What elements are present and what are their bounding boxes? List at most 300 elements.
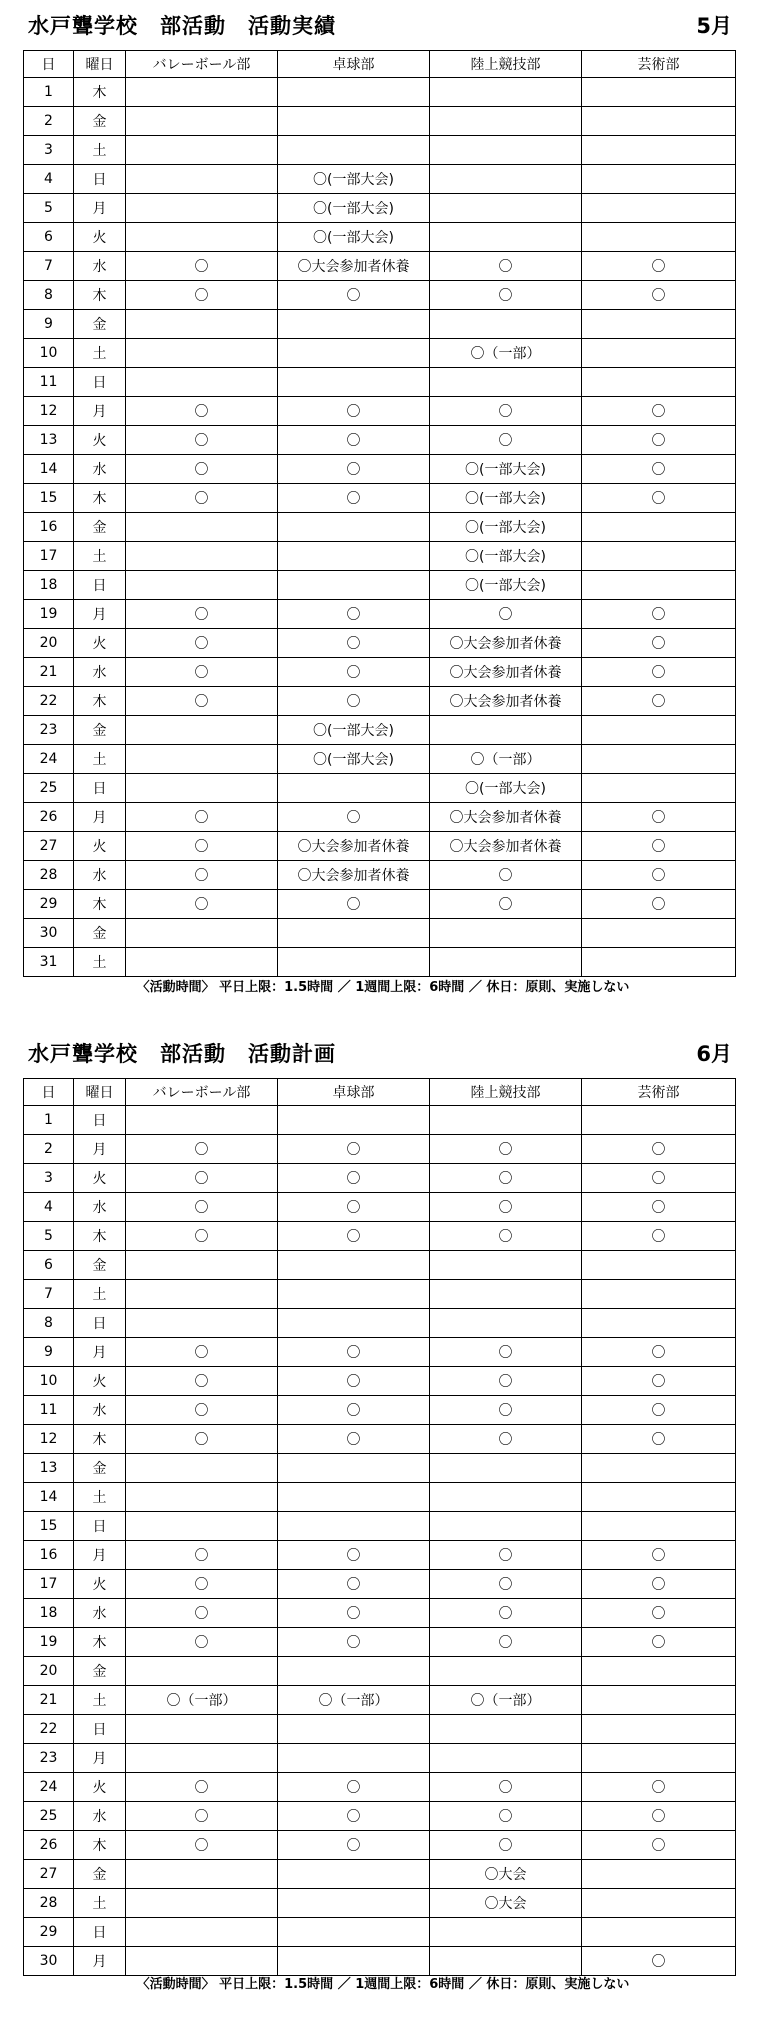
table-tennis-cell	[278, 1947, 430, 1976]
table-row	[24, 223, 736, 252]
volleyball-cell: 〇	[126, 397, 278, 426]
track-field-cell: 〇	[430, 1367, 582, 1396]
table-row	[24, 78, 736, 107]
table-row	[24, 948, 736, 977]
table-tennis-cell	[278, 513, 430, 542]
volleyball-cell	[126, 1947, 278, 1976]
table-tennis-cell: 〇(一部大会)	[278, 716, 430, 745]
track-field-cell: 〇	[430, 600, 582, 629]
weekday-cell: 火	[74, 1164, 126, 1193]
day-cell: 17	[24, 1570, 74, 1599]
art-cell	[582, 107, 736, 136]
weekday-cell: 土	[74, 1889, 126, 1918]
day-cell: 1	[24, 78, 74, 107]
day-cell: 9	[24, 1338, 74, 1367]
track-field-cell	[430, 1309, 582, 1338]
table-row	[24, 1686, 736, 1715]
table-tennis-cell	[278, 1744, 430, 1773]
day-cell: 11	[24, 1396, 74, 1425]
volleyball-cell	[126, 136, 278, 165]
table-row	[24, 513, 736, 542]
volleyball-cell: 〇	[126, 1164, 278, 1193]
table-tennis-cell: 〇	[278, 1541, 430, 1570]
weekday-cell: 月	[74, 1338, 126, 1367]
table-tennis-cell: 〇	[278, 1164, 430, 1193]
weekday-cell: 月	[74, 803, 126, 832]
art-cell	[582, 542, 736, 571]
weekday-cell: 月	[74, 1135, 126, 1164]
june-title-row	[0, 1028, 766, 1068]
table-row	[24, 339, 736, 368]
track-field-cell: 〇(一部大会)	[430, 542, 582, 571]
track-field-cell: 〇	[430, 861, 582, 890]
table-row	[24, 1396, 736, 1425]
weekday-cell: 日	[74, 1309, 126, 1338]
day-cell: 23	[24, 1744, 74, 1773]
track-field-cell: 〇大会参加者休養	[430, 832, 582, 861]
table-tennis-cell: 〇	[278, 1338, 430, 1367]
table-row	[24, 1570, 736, 1599]
table-tennis-cell	[278, 1483, 430, 1512]
weekday-cell: 土	[74, 1483, 126, 1512]
volleyball-cell	[126, 1483, 278, 1512]
art-cell	[582, 223, 736, 252]
track-field-cell: 〇	[430, 1338, 582, 1367]
day-cell: 13	[24, 1454, 74, 1483]
volleyball-cell	[126, 1715, 278, 1744]
table-row	[24, 252, 736, 281]
weekday-cell: 火	[74, 832, 126, 861]
volleyball-cell: 〇	[126, 1773, 278, 1802]
june-section	[0, 1028, 766, 1992]
table-row	[24, 1831, 736, 1860]
table-row	[24, 1947, 736, 1976]
weekday-cell: 日	[74, 1106, 126, 1135]
art-cell: 〇	[582, 1831, 736, 1860]
volleyball-cell: 〇	[126, 658, 278, 687]
volleyball-cell: 〇	[126, 455, 278, 484]
table-row	[24, 716, 736, 745]
day-cell: 7	[24, 252, 74, 281]
weekday-cell: 日	[74, 1512, 126, 1541]
volleyball-cell	[126, 194, 278, 223]
art-cell: 〇	[582, 1802, 736, 1831]
table-row	[24, 1135, 736, 1164]
art-cell: 〇	[582, 1773, 736, 1802]
day-cell: 1	[24, 1106, 74, 1135]
track-field-cell	[430, 1918, 582, 1947]
table-row	[24, 281, 736, 310]
table-row	[24, 136, 736, 165]
table-tennis-cell	[278, 310, 430, 339]
track-field-cell	[430, 1657, 582, 1686]
weekday-cell: 月	[74, 194, 126, 223]
weekday-cell: 日	[74, 1918, 126, 1947]
day-cell: 11	[24, 368, 74, 397]
day-cell: 10	[24, 1367, 74, 1396]
weekday-cell: 水	[74, 1193, 126, 1222]
art-cell	[582, 745, 736, 774]
day-cell: 25	[24, 774, 74, 803]
volleyball-cell	[126, 919, 278, 948]
volleyball-cell: 〇	[126, 803, 278, 832]
day-cell: 12	[24, 1425, 74, 1454]
track-field-cell: 〇	[430, 1599, 582, 1628]
track-field-cell: 〇	[430, 1541, 582, 1570]
art-cell	[582, 194, 736, 223]
table-row	[24, 194, 736, 223]
volleyball-cell	[126, 513, 278, 542]
volleyball-cell	[126, 1918, 278, 1947]
art-cell	[582, 1106, 736, 1135]
table-tennis-cell: 〇(一部大会)	[278, 223, 430, 252]
table-tennis-cell	[278, 774, 430, 803]
art-cell: 〇	[582, 1396, 736, 1425]
table-row	[24, 1628, 736, 1657]
table-tennis-cell	[278, 1715, 430, 1744]
table-row	[24, 1541, 736, 1570]
volleyball-cell	[126, 1309, 278, 1338]
table-tennis-cell: 〇(一部大会)	[278, 165, 430, 194]
volleyball-cell: 〇	[126, 1541, 278, 1570]
day-cell: 17	[24, 542, 74, 571]
art-cell: 〇	[582, 1338, 736, 1367]
table-tennis-cell	[278, 948, 430, 977]
table-tennis-cell: 〇	[278, 1396, 430, 1425]
volleyball-cell: 〇	[126, 1222, 278, 1251]
day-cell: 27	[24, 1860, 74, 1889]
table-row	[24, 1309, 736, 1338]
may-title-row	[0, 0, 766, 40]
art-cell	[582, 1483, 736, 1512]
volleyball-cell: 〇	[126, 252, 278, 281]
day-cell: 4	[24, 1193, 74, 1222]
weekday-cell: 木	[74, 890, 126, 919]
volleyball-cell	[126, 223, 278, 252]
table-tennis-cell	[278, 1251, 430, 1280]
weekday-cell: 木	[74, 1425, 126, 1454]
art-cell	[582, 1860, 736, 1889]
weekday-cell: 金	[74, 1454, 126, 1483]
table-row	[24, 1802, 736, 1831]
track-field-cell: 〇	[430, 1222, 582, 1251]
track-field-cell: 〇(一部大会)	[430, 513, 582, 542]
day-cell: 13	[24, 426, 74, 455]
table-row	[24, 890, 736, 919]
header-art: 芸術部	[582, 51, 736, 78]
table-row	[24, 542, 736, 571]
table-tennis-cell	[278, 1860, 430, 1889]
day-cell: 21	[24, 1686, 74, 1715]
table-tennis-cell: 〇	[278, 426, 430, 455]
volleyball-cell	[126, 1889, 278, 1918]
weekday-cell: 金	[74, 1657, 126, 1686]
day-cell: 15	[24, 484, 74, 513]
table-row	[24, 1164, 736, 1193]
weekday-cell: 日	[74, 165, 126, 194]
table-row	[24, 745, 736, 774]
volleyball-cell: 〇	[126, 1425, 278, 1454]
track-field-cell	[430, 368, 582, 397]
table-tennis-cell: 〇(一部大会)	[278, 745, 430, 774]
table-tennis-cell: 〇	[278, 397, 430, 426]
track-field-cell	[430, 1251, 582, 1280]
table-row	[24, 1773, 736, 1802]
table-tennis-cell	[278, 1106, 430, 1135]
table-row	[24, 571, 736, 600]
table-row	[24, 1222, 736, 1251]
art-cell: 〇	[582, 658, 736, 687]
day-cell: 6	[24, 1251, 74, 1280]
art-cell	[582, 1918, 736, 1947]
art-cell: 〇	[582, 1947, 736, 1976]
art-cell: 〇	[582, 1541, 736, 1570]
day-cell: 18	[24, 1599, 74, 1628]
day-cell: 19	[24, 1628, 74, 1657]
track-field-cell: 〇	[430, 252, 582, 281]
table-header-row	[24, 1079, 736, 1106]
table-tennis-cell: 〇	[278, 455, 430, 484]
table-tennis-cell	[278, 1512, 430, 1541]
day-cell: 24	[24, 1773, 74, 1802]
table-tennis-cell	[278, 542, 430, 571]
art-cell	[582, 1251, 736, 1280]
track-field-cell: 〇	[430, 890, 582, 919]
track-field-cell: 〇(一部大会)	[430, 774, 582, 803]
table-tennis-cell	[278, 368, 430, 397]
table-tennis-cell	[278, 107, 430, 136]
table-row	[24, 1744, 736, 1773]
art-cell	[582, 339, 736, 368]
header-volleyball: バレーボール部	[126, 1079, 278, 1106]
track-field-cell: 〇	[430, 1396, 582, 1425]
weekday-cell: 水	[74, 455, 126, 484]
volleyball-cell	[126, 165, 278, 194]
track-field-cell: 〇	[430, 1425, 582, 1454]
table-row	[24, 1512, 736, 1541]
table-row	[24, 1889, 736, 1918]
table-tennis-cell: 〇	[278, 600, 430, 629]
track-field-cell: 〇大会	[430, 1889, 582, 1918]
weekday-cell: 金	[74, 716, 126, 745]
may-table-body	[24, 78, 736, 977]
table-row	[24, 629, 736, 658]
weekday-cell: 火	[74, 629, 126, 658]
art-cell	[582, 513, 736, 542]
day-cell: 2	[24, 107, 74, 136]
table-tennis-cell: 〇大会参加者休養	[278, 252, 430, 281]
track-field-cell: 〇大会	[430, 1860, 582, 1889]
day-cell: 19	[24, 600, 74, 629]
day-cell: 16	[24, 1541, 74, 1570]
day-cell: 4	[24, 165, 74, 194]
weekday-cell: 木	[74, 1628, 126, 1657]
table-tennis-cell	[278, 1889, 430, 1918]
weekday-cell: 金	[74, 513, 126, 542]
weekday-cell: 火	[74, 1367, 126, 1396]
weekday-cell: 月	[74, 1541, 126, 1570]
table-tennis-cell: 〇	[278, 890, 430, 919]
art-cell: 〇	[582, 600, 736, 629]
art-cell	[582, 919, 736, 948]
track-field-cell	[430, 194, 582, 223]
table-tennis-cell	[278, 571, 430, 600]
table-tennis-cell: 〇	[278, 484, 430, 513]
may-section	[0, 0, 766, 995]
weekday-cell: 土	[74, 1280, 126, 1309]
art-cell: 〇	[582, 861, 736, 890]
table-row	[24, 455, 736, 484]
header-day: 日	[24, 1079, 74, 1106]
volleyball-cell	[126, 310, 278, 339]
weekday-cell: 金	[74, 310, 126, 339]
volleyball-cell	[126, 571, 278, 600]
track-field-cell	[430, 1947, 582, 1976]
day-cell: 28	[24, 861, 74, 890]
volleyball-cell: 〇	[126, 426, 278, 455]
track-field-cell	[430, 165, 582, 194]
track-field-cell: 〇	[430, 426, 582, 455]
table-tennis-cell	[278, 339, 430, 368]
volleyball-cell	[126, 1280, 278, 1309]
table-row	[24, 1425, 736, 1454]
volleyball-cell	[126, 1860, 278, 1889]
art-cell: 〇	[582, 687, 736, 716]
day-cell: 22	[24, 687, 74, 716]
track-field-cell	[430, 919, 582, 948]
table-header-row	[24, 51, 736, 78]
table-tennis-cell: 〇(一部大会)	[278, 194, 430, 223]
weekday-cell: 木	[74, 281, 126, 310]
header-track-field: 陸上競技部	[430, 1079, 582, 1106]
table-row	[24, 1483, 736, 1512]
weekday-cell: 土	[74, 1686, 126, 1715]
volleyball-cell	[126, 745, 278, 774]
header-day: 日	[24, 51, 74, 78]
table-row	[24, 368, 736, 397]
day-cell: 18	[24, 571, 74, 600]
volleyball-cell	[126, 107, 278, 136]
art-cell: 〇	[582, 1367, 736, 1396]
art-cell: 〇	[582, 1135, 736, 1164]
art-cell: 〇	[582, 426, 736, 455]
day-cell: 7	[24, 1280, 74, 1309]
month-label: 5月	[696, 14, 732, 38]
weekday-cell: 水	[74, 1599, 126, 1628]
table-tennis-cell: 〇	[278, 1222, 430, 1251]
track-field-cell: 〇(一部大会)	[430, 455, 582, 484]
art-cell: 〇	[582, 1222, 736, 1251]
art-cell: 〇	[582, 803, 736, 832]
table-row	[24, 600, 736, 629]
track-field-cell: 〇（一部）	[430, 339, 582, 368]
table-tennis-cell: 〇	[278, 281, 430, 310]
track-field-cell: 〇	[430, 1802, 582, 1831]
volleyball-cell	[126, 1251, 278, 1280]
table-tennis-cell	[278, 919, 430, 948]
weekday-cell: 金	[74, 1251, 126, 1280]
weekday-cell: 水	[74, 658, 126, 687]
weekday-cell: 土	[74, 339, 126, 368]
art-cell	[582, 1889, 736, 1918]
table-row	[24, 165, 736, 194]
art-cell: 〇	[582, 281, 736, 310]
track-field-cell: 〇（一部）	[430, 745, 582, 774]
table-row	[24, 1193, 736, 1222]
weekday-cell: 土	[74, 948, 126, 977]
header-track-field: 陸上競技部	[430, 51, 582, 78]
volleyball-cell: 〇	[126, 1802, 278, 1831]
track-field-cell	[430, 223, 582, 252]
art-cell	[582, 165, 736, 194]
track-field-cell	[430, 1744, 582, 1773]
track-field-cell: 〇（一部）	[430, 1686, 582, 1715]
volleyball-cell: 〇	[126, 1628, 278, 1657]
table-row	[24, 803, 736, 832]
track-field-cell: 〇大会参加者休養	[430, 687, 582, 716]
art-cell: 〇	[582, 1599, 736, 1628]
volleyball-cell: 〇（一部）	[126, 1686, 278, 1715]
day-cell: 20	[24, 1657, 74, 1686]
volleyball-cell: 〇	[126, 1338, 278, 1367]
table-row	[24, 861, 736, 890]
month-label: 6月	[696, 1042, 732, 1066]
weekday-cell: 日	[74, 368, 126, 397]
day-cell: 5	[24, 194, 74, 223]
volleyball-cell: 〇	[126, 1367, 278, 1396]
weekday-cell: 金	[74, 1860, 126, 1889]
volleyball-cell	[126, 1744, 278, 1773]
volleyball-cell: 〇	[126, 1570, 278, 1599]
table-tennis-cell: 〇	[278, 1570, 430, 1599]
table-tennis-cell	[278, 1918, 430, 1947]
art-cell	[582, 78, 736, 107]
may-activity-table	[23, 50, 736, 977]
day-cell: 25	[24, 1802, 74, 1831]
volleyball-cell	[126, 774, 278, 803]
activity-time-note: 〈活動時間〉 平日上限：1.5時間 ／ 1週間上限：6時間 ／ 休日：原則、実施しない	[136, 980, 630, 995]
weekday-cell: 金	[74, 919, 126, 948]
art-cell: 〇	[582, 252, 736, 281]
volleyball-cell	[126, 948, 278, 977]
weekday-cell: 月	[74, 1947, 126, 1976]
weekday-cell: 日	[74, 774, 126, 803]
art-cell: 〇	[582, 1425, 736, 1454]
day-cell: 26	[24, 803, 74, 832]
art-cell	[582, 136, 736, 165]
table-tennis-cell	[278, 1657, 430, 1686]
table-tennis-cell: 〇	[278, 1425, 430, 1454]
weekday-cell: 月	[74, 1744, 126, 1773]
volleyball-cell	[126, 1657, 278, 1686]
track-field-cell: 〇大会参加者休養	[430, 629, 582, 658]
day-cell: 23	[24, 716, 74, 745]
weekday-cell: 木	[74, 78, 126, 107]
track-field-cell	[430, 1454, 582, 1483]
volleyball-cell: 〇	[126, 281, 278, 310]
art-cell: 〇	[582, 890, 736, 919]
art-cell	[582, 1280, 736, 1309]
table-tennis-cell: 〇大会参加者休養	[278, 832, 430, 861]
table-tennis-cell: 〇	[278, 1831, 430, 1860]
table-tennis-cell: 〇	[278, 1628, 430, 1657]
volleyball-cell: 〇	[126, 861, 278, 890]
table-tennis-cell	[278, 1280, 430, 1309]
day-cell: 5	[24, 1222, 74, 1251]
volleyball-cell: 〇	[126, 600, 278, 629]
track-field-cell: 〇大会参加者休養	[430, 658, 582, 687]
table-row	[24, 1338, 736, 1367]
